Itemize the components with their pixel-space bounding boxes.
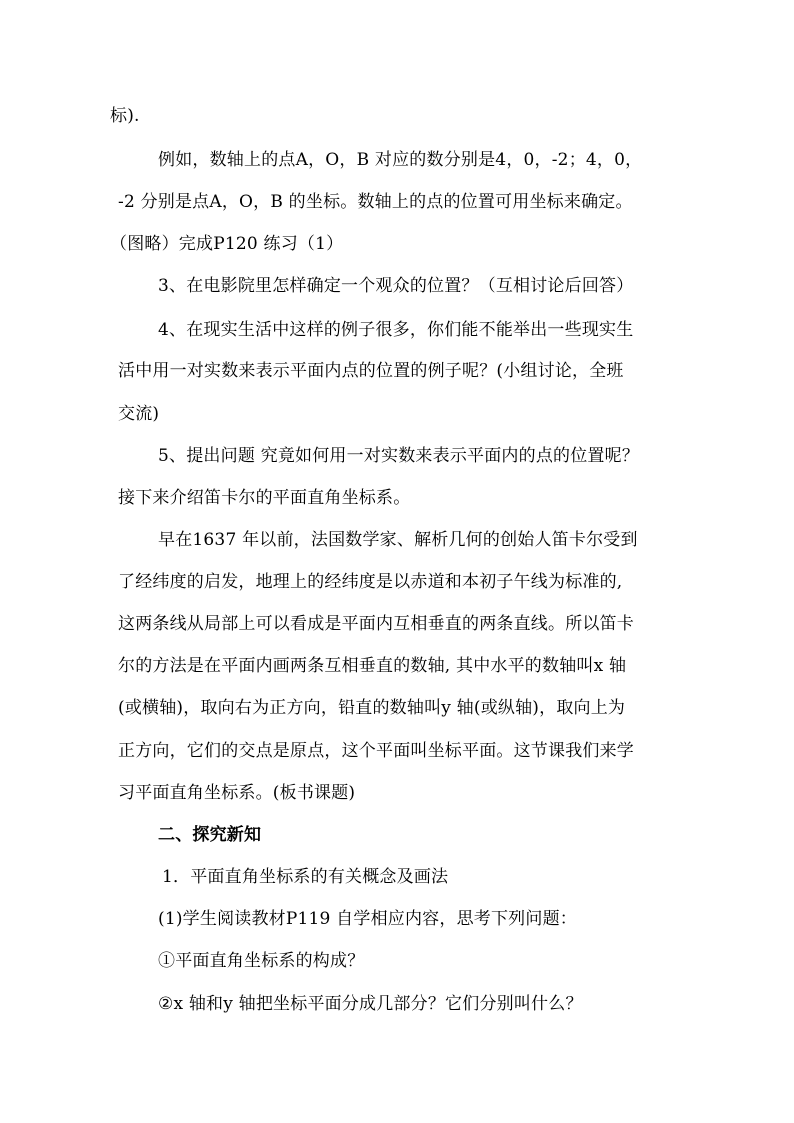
text-line-16: 正方向，它们的交点是原点，这个平面叫坐标平面。这节课我们来学 (118, 741, 634, 761)
text-line-8: 交流) (118, 404, 160, 424)
text-line-7: 活中用一对实数来表示平面内点的位置的例子呢？(小组讨论，全班 (118, 361, 624, 381)
text-line-17: 习平面直角坐标系。(板书课题) (118, 783, 356, 803)
text-line-6: 4、在现实生活中这样的例子很多，你们能不能举出一些现实生 (158, 320, 634, 340)
text-line-9: 5、提出问题 究竟如何用一对实数来表示平面内的点的位置呢？ (158, 446, 640, 466)
text-line-11: 早在1637 年以前，法国数学家、解析几何的创始人笛卡尔受到 (158, 530, 638, 550)
text-line-3: -2 分别是点A，O，B 的坐标。数轴上的点的位置可用坐标来确定。 (118, 192, 633, 212)
text-line-14: 尔的方法是在平面内画两条互相垂直的数轴, 其中水平的数轴叫x 轴 (118, 656, 627, 676)
text-line-4: （图略）完成P120 练习（1） (110, 234, 344, 254)
text-line-5: 3、在电影院里怎样确定一个观众的位置？（互相讨论后回答） (158, 276, 634, 296)
text-line-1: 标). (110, 106, 140, 126)
text-line-13: 这两条线从局部上可以看成是平面内互相垂直的两条直线。所以笛卡 (118, 614, 634, 634)
text-line-15: (或横轴)，取向右为正方向，铅直的数轴叫y 轴(或纵轴)，取向上为 (118, 698, 626, 718)
text-line-2: 例如，数轴上的点A，O，B 对应的数分别是4，0，-2；4，0， (158, 150, 643, 170)
section-heading: 二、探究新知 (158, 825, 262, 845)
text-line-21: ①平面直角坐标系的构成？ (158, 951, 365, 971)
text-line-12: 了经纬度的启发，地理上的经纬度是以赤道和本初子午线为标准的, (118, 572, 623, 592)
text-line-22: ②x 轴和y 轴把坐标平面分成几部分？它们分别叫什么？ (158, 994, 583, 1014)
text-line-10: 接下来介绍笛卡尔的平面直角坐标系。 (118, 488, 411, 508)
subheading-line: 1．平面直角坐标系的有关概念及画法 (162, 867, 449, 887)
text-line-20: (1)学生阅读教材P119 自学相应内容，思考下列问题： (158, 909, 577, 929)
